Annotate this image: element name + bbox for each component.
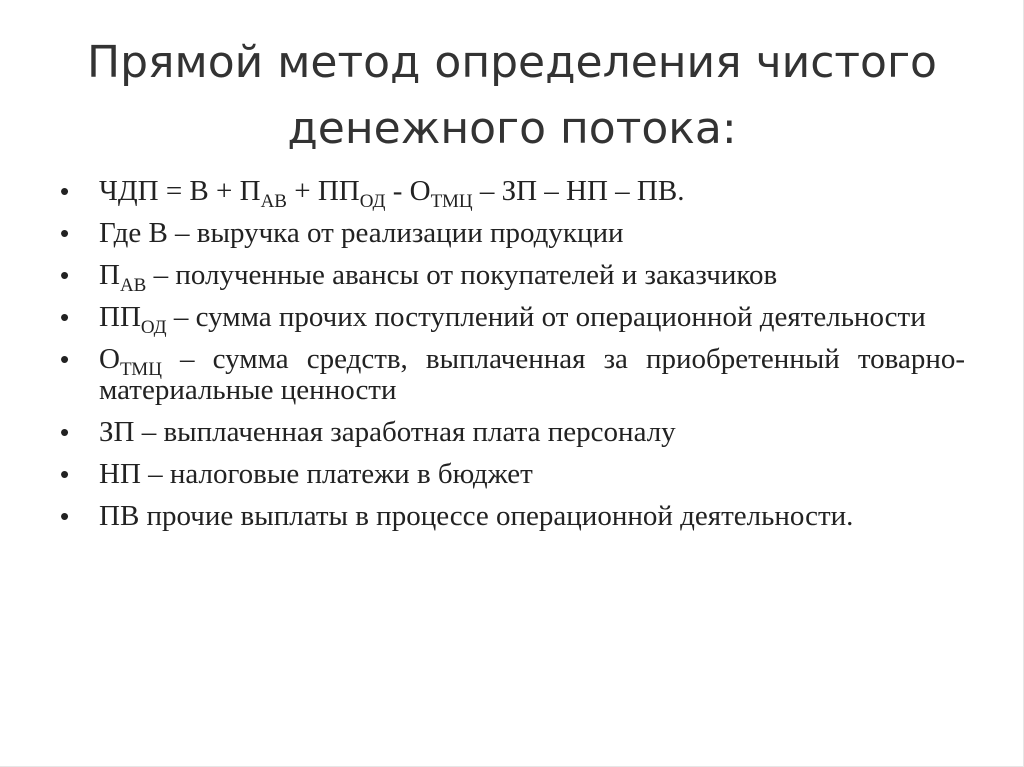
slide-title-line-1: Прямой метод определения чистого [87,37,937,88]
item-text: НП – налоговые платежи в бюджет [99,458,533,490]
slide-title-line-2: денежного потока: [287,103,737,154]
bullet-item-inventory [60,344,965,406]
bullet-item-formula [60,175,965,212]
item-text: ПВ прочие выплаты в процессе операционной деятельности. [99,500,854,532]
bullet-icon: • [60,417,70,447]
subscript: ОД [359,191,386,212]
slide-title [40,30,984,162]
subscript: ТМЦ [430,191,473,212]
bullet-item-other-receipts [60,301,965,338]
bullet-icon: • [60,344,70,374]
bullet-icon: • [60,459,70,489]
item-text: $П_{АВ}$ – полученные авансы от покупателей и заказчиков [99,259,778,296]
bullet-list [60,176,965,543]
bullet-icon: • [60,302,70,332]
subscript: ТМЦ [119,359,162,380]
bullet-item-wages [60,417,965,448]
subscript: АВ [260,191,287,212]
item-text: ЧДП = $В + П_{АВ} + ПП_{ОД} - О_{ТМЦ}$ – ЗП – НП – ПВ. [99,175,685,212]
item-text: ЗП – выплаченная заработная плата персоналу [99,416,676,448]
item-text: $О_{ТМЦ}$ – сумма средств, выплаченная за приобретенный товарно-материальные ценности [99,343,965,406]
bullet-item-taxes [60,459,965,490]
bullet-item-advances [60,259,965,296]
item-text: $ПП_{ОД}$ – сумма прочих поступлений от операционной деятельности [99,301,926,338]
bullet-icon: • [60,176,70,206]
bullet-item-revenue [60,218,965,249]
subscript: ОД [140,317,167,338]
subscript: АВ [119,275,147,296]
bullet-icon: • [60,218,70,248]
bullet-icon: • [60,260,70,290]
bullet-item-other-payments [60,501,965,532]
item-text: Где В – выручка от реализации продукции [99,217,624,249]
bullet-icon: • [60,501,70,531]
